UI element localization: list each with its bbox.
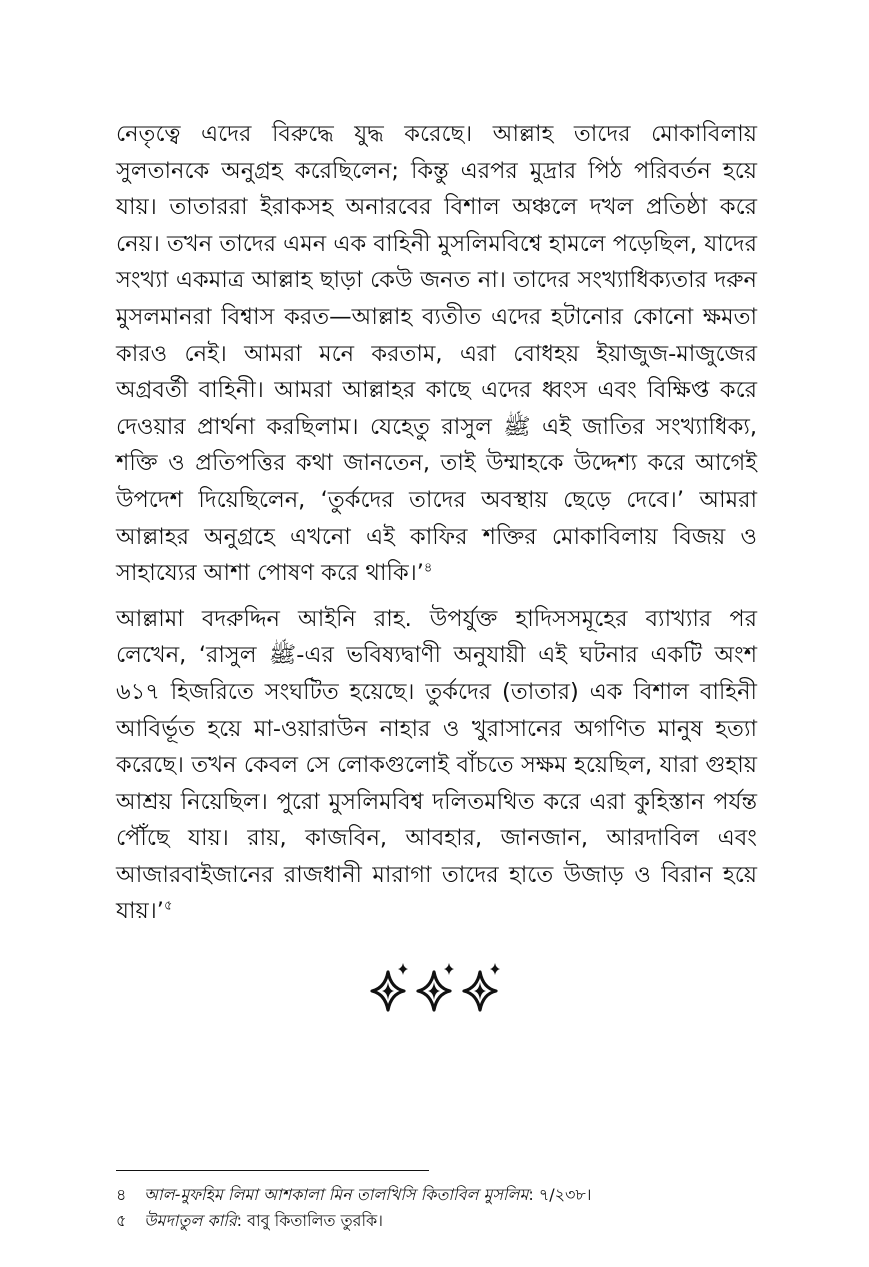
footnote-divider xyxy=(116,1170,429,1171)
footnote-5 xyxy=(116,1208,757,1234)
footnote-source-title: উমদাতুল কারি xyxy=(144,1211,237,1230)
paragraph-2 xyxy=(116,601,757,930)
footnote-ref-4[interactable]: ৪ xyxy=(423,560,433,576)
footnote-reference: : ৭/২৩৮। xyxy=(528,1185,592,1204)
footnote-source-title: আল-মুফহিম লিমা আশকালা মিন তালখিসি কিতাবিল মুসলিম xyxy=(144,1185,529,1204)
paragraph-2-text: আল্লামা বদরুদ্দিন আইনি রাহ. উপর্যুক্ত হাদিসসমূহের ব্যাখ্যার পর লেখেন, ‘রাসুল ﷺ-এর ভবিষ্যদ্বাণী অনুযায়ী এই ঘটনার একটি অংশ ৬১৭ হিজরিতে সংঘটিত হয়েছে। তুর্কদের (তাতার) এক বিশাল বাহিনী আবির্ভূত হয়ে মা-ওয়ারাউন নাহার ও খুরাসানের অগণিত মানুষ হত্যা করেছে। তখন কেবল সে লোকগুলোই বাঁচতে সক্ষম হয়েছিল, যারা গুহায় আশ্রয় নিয়েছিল। পুরো মুসলিমবিশ্ব দলিতমথিত করে এরা কুহিস্তান পর্যন্ত পৌঁছে যায়। রায়, কাজবিন, আবহার, জানজান, আরদাবিল এবং আজারবাইজানের রাজধানী মারাগা তাদের হাতে উজাড় ও বিরান হয়ে যায়।’ xyxy=(116,605,758,925)
footnote-ref-5[interactable]: ৫ xyxy=(163,898,173,914)
footnote-number: ৫ xyxy=(116,1211,127,1230)
sparkle-diamond-ornament-icon xyxy=(366,960,502,1020)
footnotes xyxy=(116,1182,757,1234)
paragraph-1 xyxy=(116,116,757,592)
footnote-number: ৪ xyxy=(116,1185,127,1204)
footnote-reference: : বাবু কিতালিত তুরকি। xyxy=(236,1211,383,1230)
footnote-4 xyxy=(116,1182,757,1208)
paragraph-1-text: নেতৃত্বে এদের বিরুদ্ধে যুদ্ধ করেছে। আল্লাহ তাদের মোকাবিলায় সুলতানকে অনুগ্রহ করেছিলেন; কিন্তু এরপর মুদ্রার পিঠ পরিবর্তন হয়ে যায়। তাতাররা ইরাকসহ অনারবের বিশাল অঞ্চলে দখল প্রতিষ্ঠা করে নেয়। তখন তাদের এমন এক বাহিনী মুসলিমবিশ্বে হামলে পড়েছিল, যাদের সংখ্যা একমাত্র আল্লাহ ছাড়া কেউ জনত না। তাদের সংখ্যাধিক্যতার দরুন মুসলমানরা বিশ্বাস করত—আল্লাহ ব্যতীত এদের হটানোর কোনো ক্ষমতা কারও নেই। আমরা মনে করতাম, এরা বোধহয় ইয়াজুজ-মাজুজের অগ্রবর্তী বাহিনী। আমরা আল্লাহর কাছে এদের ধ্বংস এবং বিক্ষিপ্ত করে দেওয়ার প্রার্থনা করছিলাম। যেহেতু রাসুল ﷺ এই জাতির সংখ্যাধিক্য, শক্তি ও প্রতিপত্তির কথা জানতেন, তাই উম্মাহকে উদ্দেশ্য করে আগেই উপদেশ দিয়েছিলেন, ‘তুর্কদের তাদের অবস্থায় ছেড়ে দেবে।’ আমরা আল্লাহর অনুগ্রহে এখনো এই কাফির শক্তির মোকাবিলায় বিজয় ও সাহায্যের আশা পোষণ করে থাকি।’ xyxy=(116,121,758,587)
body-text xyxy=(116,116,757,930)
